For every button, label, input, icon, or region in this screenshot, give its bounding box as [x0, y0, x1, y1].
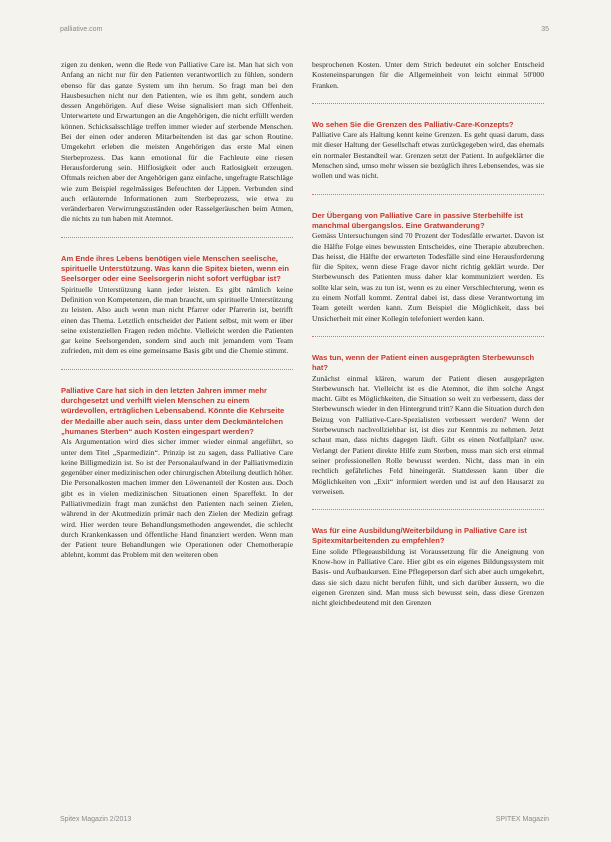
running-head — [60, 26, 549, 38]
divider — [312, 509, 544, 510]
left-column — [61, 60, 293, 812]
divider — [312, 336, 544, 337]
divider — [312, 194, 544, 195]
interview-question: Palliative Care hat sich in den letzten Jahren immer mehr durchgesetzt und verhilft vielen Menschen zu einem würdevollen, erträglichen Lebensabend. Könnte die Kehrseite der Medaille aber auch sein, dass unter dem Deckmäntelchen „humanes Sterben“ auch Kosten eingespart werden? — [61, 385, 285, 436]
paragraph: Spirituelle Unterstützung kann jeder leisten. Es gibt nämlich keine Definition von Kompetenzen, die man braucht, um spirituelle Unterstützung zu leisten. Also auch wenn man nicht Pfarrer oder Pfarrerin ist, betrifft einen das Thema. Letztlich entscheidet der Patient selbst, mit wem er über seine existenziellen Fragen reden möchte. Vielleicht werden die Patienten gar keine Seelsorgenden, sondern sind auch mit jemandem vom Team zufrieden, mit dem es eine gemeinsame Basis gibt und die Chemie stimmt. — [61, 284, 293, 356]
footer-magazine: SPITEX Magazin — [495, 816, 549, 823]
running-head-left: palliative.com — [60, 26, 103, 33]
paragraph: Gemäss Untersuchungen sind 70 Prozent der Todesfälle erwartet. Davon ist die Hälfte Folge eines bewussten Entscheides, eine Therapie abzubrechen. Das heisst, die Hälfte der erwarteten Todesfälle sind eine Herausforderung für die Spitex, wenn diese Frage davor nicht richtig geklärt wurde. Der Sterbewunsch des Patienten muss daher klar kommuniziert werden. Es sollte klar sein, was zu tun ist, wenn es zu einer Verschlechterung, wenn es zu einem Notfall kommt. Zentral dabei ist, dass diese Verantwortung im Team geteilt werden kann. Zum Beispiel die Möglichkeit, dass bei Unsicherheit mit einer Kollegin telefoniert werden kann. — [312, 231, 544, 323]
page-footer — [60, 816, 549, 828]
paragraph: Eine solide Pflegeausbildung ist Voraussetzung für die Aneignung von Know-how in Palliative Care. Hier gibt es ein eigenes Bildungssystem mit Basis- und Aufbaukursen. Eine Pflegeperson darf sich aber auch umgekehrt, dass sie sich dazu nicht berufen fühlt, und sich darüber äussern, wo die eigenen Grenzen sind. Man muss sich bewusst sein, dass diese Grenzen nicht gleichbedeutend mit den Grenzen — [312, 546, 544, 608]
paragraph: Als Argumentation wird dies sicher immer wieder einmal angeführt, so unter dem Titel „Sparmedizin“. Prinzip ist zu sagen, dass Palliative Care keine Billigmedizin ist. So ist der Personalaufwand in der Palliativmedizin gegenüber einer medizinischen oder chirurgischen Abteilung deutlich höher. Die Personalkosten machen immer den Löwenanteil der Kosten aus. Doch gibt es in vielen medizinischen Situationen einen Spareffekt. In der Palliativmedizin fragt man zunächst den Patienten nach seinen Zielen, während in der Akutmedizin primär nach den Zielen der Medizin gefragt wird. Hier werden teure Behandlungsmethoden angewendet, die schlecht durch Krankenkassen und öffentliche Hand finanziert werden. Wenn man der Patient teure Behandlungen wie Operationen oder Chemotherapie ablehnt, kommt das Problem mit den weiteren oben — [61, 437, 293, 560]
divider — [312, 103, 544, 104]
interview-question: Was tun, wenn der Patient einen ausgeprägten Sterbewunsch hat? — [312, 352, 535, 373]
interview-question: Der Übergang von Palliative Care in passive Sterbehilfe ist manchmal übergangslos. Eine Gratwanderung? — [312, 210, 524, 230]
page-number: 35 — [541, 26, 549, 33]
paragraph: Zunächst einmal klären, warum der Patient diesen ausgeprägten Sterbewunsch hat. Vielleicht ist es die Atemnot, die ihm solche Angst macht. Gibt es Möglichkeiten, die Situation so weit zu verbessern, dass der Sterbewunsch wieder in den Hintergrund tritt? Kann die Situation durch den Beizug von Palliative-Care-Spezialisten verbessert werden? Wenn der Sterbewunsch nachvollziehbar ist, ist dies zur Kenntnis zu nehmen. Jetzt schaut man, dass nichts dagegen läuft. Gibt es einen Notfallplan? usw. Verlangt der Patient direkte Hilfe zum Sterben, muss man sich erst einmal seiner professionellen Rolle bewusst werden. Nicht, dass man in ein rechtlich gefährliches Feld hineingerät. Stattdessen kann über die Möglichkeiten von „Exit“ informiert werden und ist auf den Hausarzt zu verweisen. — [312, 373, 544, 496]
paragraph: zigen zu denken, wenn die Rede von Palliative Care ist. Man hat sich von Anfang an nicht nur für den Patienten verantwortlich zu fühlen, sondern ebenso für das ganze System um ihn herum. So fragt man bei den Hausbesuchen nicht nur den Patienten, wie es ihm geht, sondern auch dessen Angehörigen. Auf diese Weise signalisiert man sich Offenheit. Unterwartete und Erwartungen an die Angehörigen, die nicht erfüllt werden können. Schicksalsschläge treffen immer wieder auf sterbende Menschen. Bei der einen oder anderen Mitarbeitenden ist das gar schon Routine. Umgekehrt erleben die meisten Angehörigen das erste Mal einen Sterbeprozess. Das kann emotional für die Fachleute eine riesen Herausforderung sein. Hilflosigkeit oder auch Ratlosigkeit erzeugen. Oftmals reichen aber der Angehörigen ganz einfache, ungefragte Ratschläge wie zum Beispiel regelmässiges Befeuchten der Lippen. Verbunden sind auch erläuternde Informationen zum Sterbeprozess, wie etwa zu veränderbaren Verwirrungszuständen oder Rasselgeräuschen beim Atmen, die nichts zu tun haben mit Atemnot. — [61, 60, 293, 224]
divider — [61, 237, 293, 238]
divider — [61, 369, 293, 370]
interview-question: Am Ende ihres Lebens benötigen viele Menschen seelische, spirituelle Unterstützung. Was kann die Spitex bieten, wenn ein Seelsorger oder eine Seelsorgerin nicht sofort verfügbar ist? — [61, 253, 289, 284]
paragraph: besprochenen Kosten. Unter dem Strich bedeutet ein solcher Entscheid Kosteneinsparungen für die Allgemeinheit von leicht einmal 50'000 Franken. — [312, 60, 544, 90]
interview-question: Wo sehen Sie die Grenzen des Palliativ-Care-Konzepts? — [312, 119, 514, 129]
interview-question: Was für eine Ausbildung/Weiterbildung in Palliative Care ist Spitexmitarbeitenden zu empfehlen? — [312, 526, 527, 546]
right-column — [312, 60, 544, 812]
paragraph: Palliative Care als Haltung kennt keine Grenzen. Es geht quasi darum, dass mit dieser Haltung der Gesellschaft etwas zurückgegeben wird, das ehemals ein normaler Bestandteil war. Grenzen setzt der Patient. In aufgeklärter die Menschen sind, umso mehr wissen sie bezüglich ihres Lebensendes, was sie wollen und was nicht. — [312, 130, 544, 181]
footer-issue: Spitex Magazin 2/2013 — [60, 816, 132, 823]
